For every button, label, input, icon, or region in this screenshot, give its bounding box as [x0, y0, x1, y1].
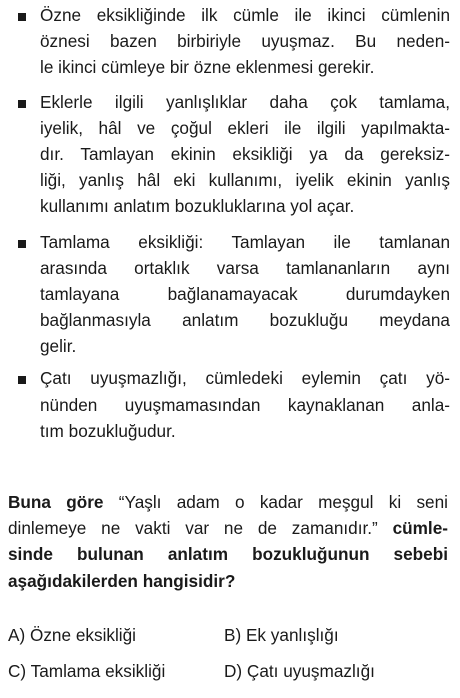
- text-line: Özne eksikliğinde ilk cümle ile ikinci cümlenin: [40, 5, 450, 25]
- question-line: [8, 515, 448, 541]
- question-stem: [8, 489, 448, 594]
- text-line: Çatı uyuşmazlığı, cümledeki eylemin çatı yö-: [40, 368, 450, 389]
- text-line: dır. Tamlayan ekinin eksikliği ya da gereksiz-: [40, 143, 450, 164]
- text-line: kullanımı anlatım bozukluklarına yol açar.: [40, 196, 355, 217]
- text-line: le ikinci cümleye bir özne eklenmesi gerekir.: [40, 57, 375, 78]
- explanation-list: [12, 2, 450, 452]
- bullet-item-suffix-errors: [12, 89, 450, 220]
- options-row: [8, 658, 448, 694]
- text-line: bağlanmasıyla anlatım bozukluğu meydana: [40, 310, 450, 331]
- text-line: Eklerle ilgili yanlışlıklar daha çok tamlama,: [40, 91, 450, 112]
- option-a[interactable]: A) Özne eksikliği: [8, 625, 136, 645]
- question-line: aşağıdakilerden hangisidir?: [8, 570, 236, 591]
- text-line: öznesi bazen birbiriyle uyuşmaz. Bu neden-: [40, 31, 450, 52]
- answer-options: [8, 622, 448, 694]
- square-bullet-icon: [18, 240, 26, 248]
- text-line: iyelik, hâl ve çoğul ekleri ile ilgili yapılmakta-: [40, 117, 450, 138]
- square-bullet-icon: [18, 13, 26, 21]
- quoted-sentence-end: dinlemeye ne vakti var ne de zamanıdır.”: [8, 518, 378, 539]
- option-b[interactable]: B) Ek yanlışlığı: [224, 625, 339, 645]
- option-c[interactable]: C) Tamlama eksikliği: [8, 661, 166, 681]
- text-line: arasında ortaklık varsa tamlananların aynı: [40, 257, 450, 278]
- question-bold-part: cümle-: [377, 518, 448, 539]
- text-line: liği, yanlış hâl eki kullanımı, iyelik ekinin yanlış: [40, 170, 450, 191]
- question-lead: Buna göre: [8, 492, 104, 512]
- square-bullet-icon: [18, 376, 26, 384]
- bullet-item-compound-missing: [12, 229, 450, 360]
- options-row: [8, 622, 448, 658]
- text-line: gelir.: [40, 336, 77, 357]
- square-bullet-icon: [18, 100, 26, 108]
- text-line: tamlayana bağlanamayacak durumdayken: [40, 283, 450, 304]
- text-line: nünden uyuşmamasından kaynaklanan anla-: [40, 394, 450, 415]
- bullet-item-subject-missing: [12, 2, 450, 81]
- bullet-item-voice-mismatch: [12, 365, 450, 444]
- option-d[interactable]: D) Çatı uyuşmazlığı: [224, 661, 375, 681]
- text-line: tım bozukluğudur.: [40, 420, 176, 441]
- text-line: Tamlama eksikliği: Tamlayan ile tamlanan: [40, 231, 450, 252]
- question-line: [8, 489, 448, 515]
- question-line: sinde bulunan anlatım bozukluğunun sebebi: [8, 544, 448, 565]
- quoted-sentence-start: “Yaşlı adam o kadar meşgul ki seni: [103, 492, 448, 512]
